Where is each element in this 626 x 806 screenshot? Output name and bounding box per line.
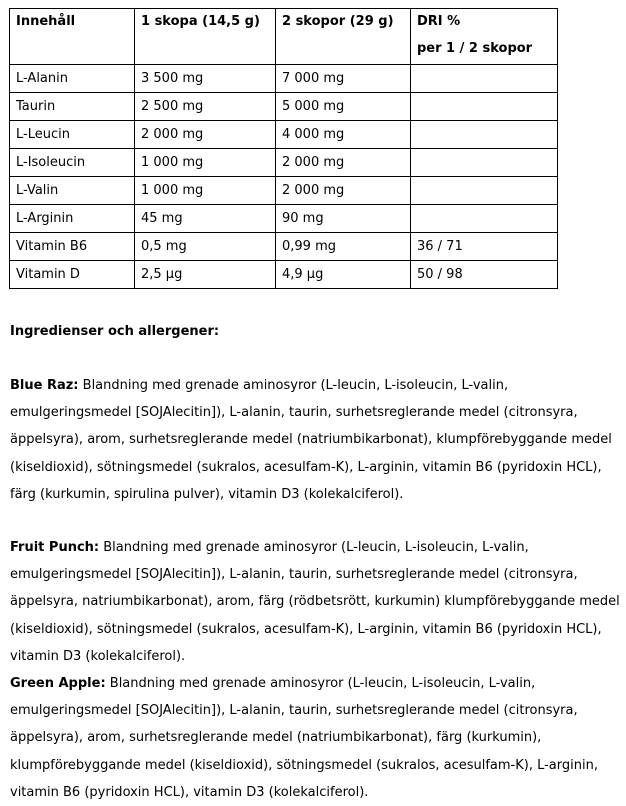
row-dri: 50 / 98	[411, 261, 558, 289]
row-one-scoop: 0,5 mg	[135, 233, 276, 261]
flavor-ingredients: Blandning med grenade aminosyror (L-leucin, L-isoleucin, L-valin, emulgeringsmedel [SOJAlecitin]), L-alanin, taurin, surhetsreglerande medel (citronsyra, äppelsyra), arom, surhetsreglerande medel (natriumbikarbonat), färg (kurkumin), klumpförebyggande medel (kiseldioxid), sötningsmedel (sukralos, acesulfam-K), L-arginin, vitamin B6 (pyridoxin HCL), vitamin D3 (kolekalciferol).	[10, 676, 598, 800]
row-two-scoops: 2 000 mg	[276, 177, 411, 205]
row-one-scoop: 2 500 mg	[135, 93, 276, 121]
table-header-row	[10, 9, 558, 65]
row-one-scoop: 1 000 mg	[135, 149, 276, 177]
table-row	[10, 205, 558, 233]
row-name: Taurin	[10, 93, 135, 121]
row-dri	[411, 205, 558, 233]
table-row	[10, 177, 558, 205]
header-dri-line1: DRI %	[417, 14, 461, 29]
table-row	[10, 121, 558, 149]
row-name: L-Arginin	[10, 205, 135, 233]
row-one-scoop: 2 000 mg	[135, 121, 276, 149]
flavor-name: Blue Raz:	[10, 378, 79, 393]
header-dri	[411, 9, 558, 65]
row-one-scoop: 45 mg	[135, 205, 276, 233]
row-name: L-Valin	[10, 177, 135, 205]
flavor-name: Fruit Punch:	[10, 540, 100, 555]
row-name: L-Alanin	[10, 65, 135, 93]
row-two-scoops: 4 000 mg	[276, 121, 411, 149]
table-row	[10, 261, 558, 289]
row-name: Vitamin D	[10, 261, 135, 289]
row-two-scoops: 90 mg	[276, 205, 411, 233]
flavor-fruit-punch	[10, 534, 622, 670]
row-dri	[411, 177, 558, 205]
table-row	[10, 149, 558, 177]
row-dri: 36 / 71	[411, 233, 558, 261]
header-content: Innehåll	[10, 9, 135, 65]
row-name: L-Isoleucin	[10, 149, 135, 177]
flavor-ingredients: Blandning med grenade aminosyror (L-leucin, L-isoleucin, L-valin, emulgeringsmedel [SOJAlecitin]), L-alanin, taurin, surhetsreglerande medel (citronsyra, äppelsyra, natriumbikarbonat), arom, färg (rödbetsrött, kurkumin) klumpförebyggande medel (kiseldioxid), sötningsmedel (sukralos, acesulfam-K), L-arginin, vitamin B6 (pyridoxin HCL), vitamin D3 (kolekalciferol).	[10, 540, 620, 664]
row-dri	[411, 149, 558, 177]
table-row	[10, 93, 558, 121]
nutrition-table	[9, 8, 558, 289]
row-dri	[411, 121, 558, 149]
row-dri	[411, 93, 558, 121]
header-dri-line2: per 1 / 2 skopor	[417, 41, 533, 56]
row-name: L-Leucin	[10, 121, 135, 149]
ingredients-heading: Ingredienser och allergener:	[10, 324, 220, 339]
row-name: Vitamin B6	[10, 233, 135, 261]
flavor-blue-raz	[10, 372, 622, 508]
table-row	[10, 233, 558, 261]
row-one-scoop: 1 000 mg	[135, 177, 276, 205]
table-row	[10, 65, 558, 93]
flavor-name: Green Apple:	[10, 676, 106, 691]
row-one-scoop: 2,5 µg	[135, 261, 276, 289]
row-dri	[411, 65, 558, 93]
row-two-scoops: 7 000 mg	[276, 65, 411, 93]
flavor-ingredients: Blandning med grenade aminosyror (L-leucin, L-isoleucin, L-valin, emulgeringsmedel [SOJAlecitin]), L-alanin, taurin, surhetsreglerande medel (citronsyra, äppelsyra), arom, surhetsreglerande medel (natriumbikarbonat), klumpförebyggande medel (kiseldioxid), sötningsmedel (sukralos, acesulfam-K), L-arginin, vitamin B6 (pyridoxin HCL), färg (kurkumin, spirulina pulver), vitamin D3 (kolekalciferol).	[10, 378, 612, 502]
row-two-scoops: 5 000 mg	[276, 93, 411, 121]
row-one-scoop: 3 500 mg	[135, 65, 276, 93]
header-two-scoops: 2 skopor (29 g)	[276, 9, 411, 65]
flavor-green-apple	[10, 670, 622, 806]
header-one-scoop: 1 skopa (14,5 g)	[135, 9, 276, 65]
row-two-scoops: 0,99 mg	[276, 233, 411, 261]
row-two-scoops: 2 000 mg	[276, 149, 411, 177]
row-two-scoops: 4,9 µg	[276, 261, 411, 289]
